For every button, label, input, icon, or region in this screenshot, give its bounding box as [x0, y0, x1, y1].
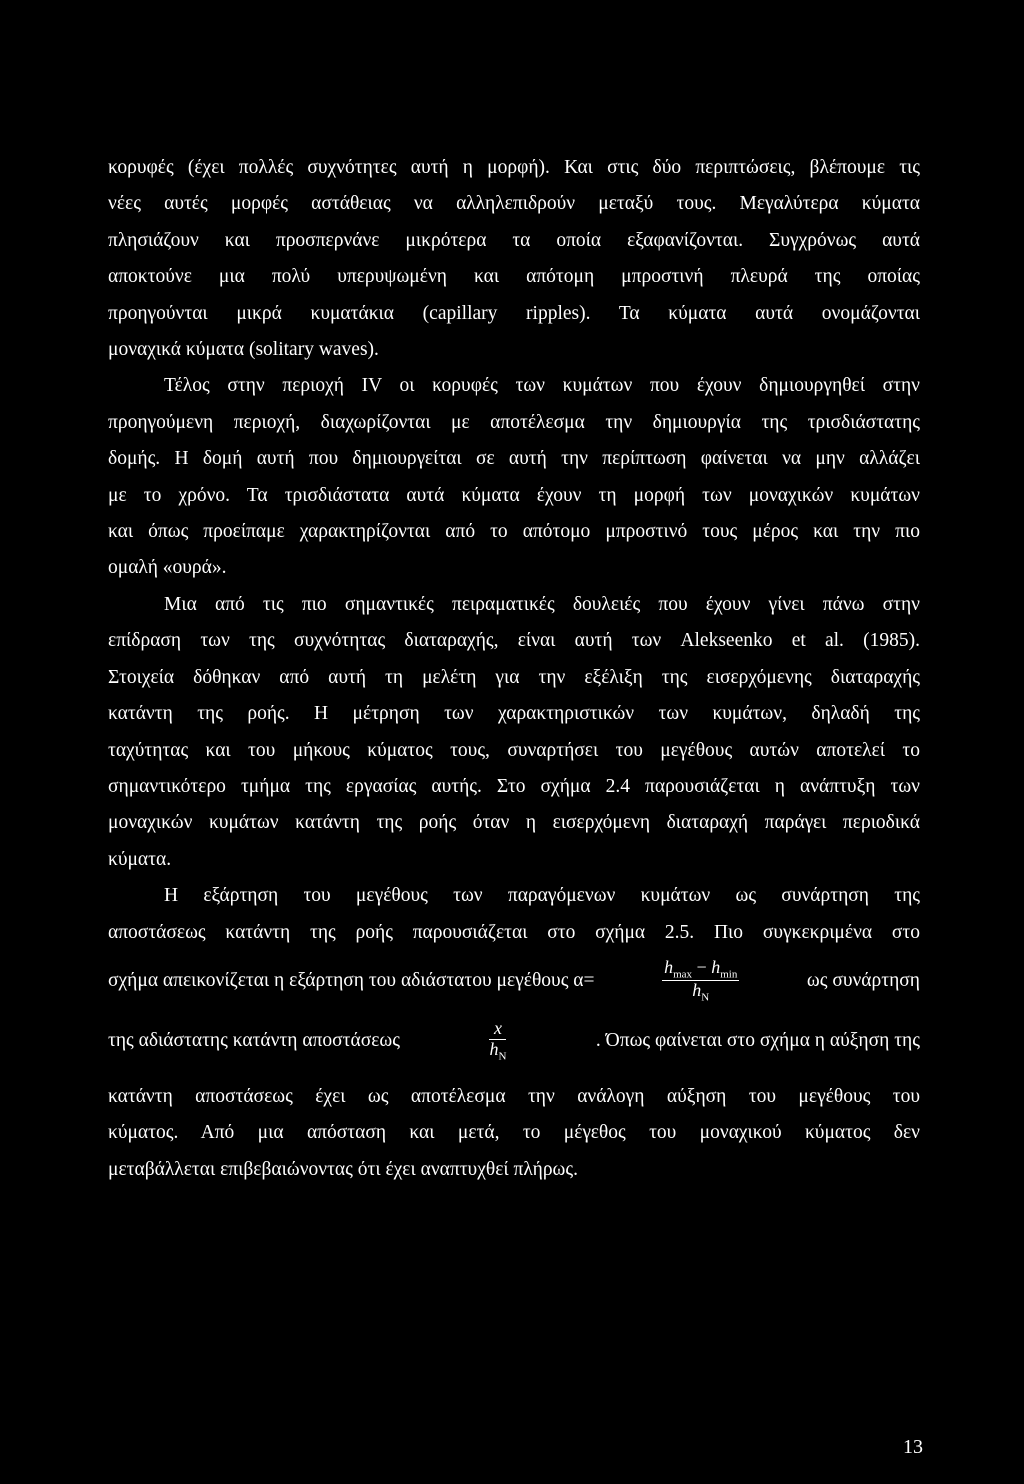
text-line: νέες αυτές μορφές αστάθειας να αλληλεπιδρούν μεταξύ τους. Μεγαλύτερα κύματα: [108, 193, 920, 215]
paragraph-2: [108, 368, 920, 586]
page-number: 13: [903, 1436, 923, 1458]
text-line: προηγούμενη περιοχή, διαχωρίζονται με αποτέλεσμα την δημιουργία της τρισδιάστατης: [108, 411, 920, 433]
text-line: αποστάσεως κατάντη της ροής παρουσιάζεται στο σχήμα 2.5. Πιο συγκεκριμένα στο: [108, 921, 920, 943]
distance-numerator: x: [489, 1019, 506, 1040]
equation-text-after: ως συνάρτηση: [806, 969, 920, 991]
paragraph-5: [108, 1079, 920, 1188]
text-line: μοναχικά κύματα (solitary waves).: [108, 339, 379, 361]
paragraph-1: [108, 150, 920, 368]
text-line: και όπως προείπαμε χαρακτηρίζονται από το απότομο μπροστινό τους μέρος και την πιο: [108, 521, 920, 543]
text-line: επίδραση των της συχνότητας διαταραχής, είναι αυτή των Alekseenko et al. (1985).: [108, 630, 920, 652]
equation-text-after: . Όπως φαίνεται στο σχήμα η αύξηση της: [595, 1029, 920, 1051]
equation-line-alpha: [108, 951, 920, 1011]
text-line: Τέλος στην περιοχή IV οι κορυφές των κυμάτων που έχουν δημιουργηθεί στην: [164, 375, 920, 397]
text-line: κύματος. Από μια απόσταση και μετά, το μέγεθος του μοναχικού κύματος δεν: [108, 1122, 920, 1144]
text-line: ομαλή «ουρά».: [108, 557, 227, 579]
text-line: Μια από τις πιο σημαντικές πειραματικές δουλειές που έχουν γίνει πάνω στην: [164, 593, 920, 615]
text-line: με το χρόνο. Τα τρισδιάστατα αυτά κύματα έχουν τη μορφή των μοναχικών κυμάτων: [108, 484, 920, 506]
equation-line-distance: [108, 1011, 920, 1071]
text-line: κορυφές (έχει πολλές συχνότητες αυτή η μορφή). Και στις δύο περιπτώσεις, βλέπουμε τις: [108, 157, 920, 178]
text-line: μεταβάλλεται επιβεβαιώνοντας ότι έχει αναπτυχθεί πλήρως.: [108, 1158, 578, 1180]
text-line: Στοιχεία δόθηκαν από αυτή τη μελέτη για την εξέλιξη της εισερχόμενης διαταραχής: [108, 666, 920, 688]
text-line: πλησιάζουν και προσπερνάνε μικρότερα τα οποία εξαφανίζονται. Συγχρόνως αυτά: [108, 229, 920, 251]
text-line: προηγούνται μικρά κυματάκια (capillary ripples). Τα κύματα αυτά ονομάζονται: [108, 302, 920, 324]
distance-fraction: [489, 1019, 506, 1062]
text-line: μοναχικών κυμάτων κατάντη της ροής όταν η εισερχόμενη διαταραχή παράγει περιοδικά: [108, 812, 920, 834]
text-line: κατάντη αποστάσεως έχει ως αποτέλεσμα την ανάλογη αύξηση του μεγέθους του: [108, 1085, 920, 1107]
alpha-fraction: [662, 958, 739, 1004]
text-line: δομής. Η δομή αυτή που δημιουργείται σε αυτή την περίπτωση φαίνεται να μην αλλάζει: [108, 448, 920, 470]
paragraph-4: [108, 878, 920, 951]
text-line: αποκτούνε μια πολύ υπερυψωμένη και απότομη μπροστινή πλευρά της οποίας: [108, 266, 920, 288]
distance-denominator: $h_N$: [489, 1038, 507, 1063]
equation-text-before: της αδιάστατης κατάντη αποστάσεως: [108, 1029, 400, 1051]
text-line: Η εξάρτηση του μεγέθους των παραγόμενων κυμάτων ως συνάρτηση της: [164, 885, 920, 907]
paragraph-3: [108, 587, 920, 878]
text-line: ταχύτητας και του μήκους κύματος τους, συναρτήσει του μεγέθους αυτών αποτελεί το: [108, 739, 920, 761]
alpha-numerator: $h_{max} - h_{min}$: [664, 956, 738, 981]
equation-text-before: σχήμα απεικονίζεται η εξάρτηση του αδιάστατου μεγέθους α=: [108, 969, 595, 991]
text-line: κατάντη της ροής. Η μέτρηση των χαρακτηριστικών των κυμάτων, δηλαδή της: [108, 703, 920, 725]
alpha-denominator: $h_N$: [692, 980, 710, 1005]
text-line: κύματα.: [108, 848, 172, 870]
document-body: [108, 150, 920, 1188]
text-line: σημαντικότερο τμήμα της εργασίας αυτής. Στο σχήμα 2.4 παρουσιάζεται η ανάπτυξη των: [108, 775, 920, 797]
